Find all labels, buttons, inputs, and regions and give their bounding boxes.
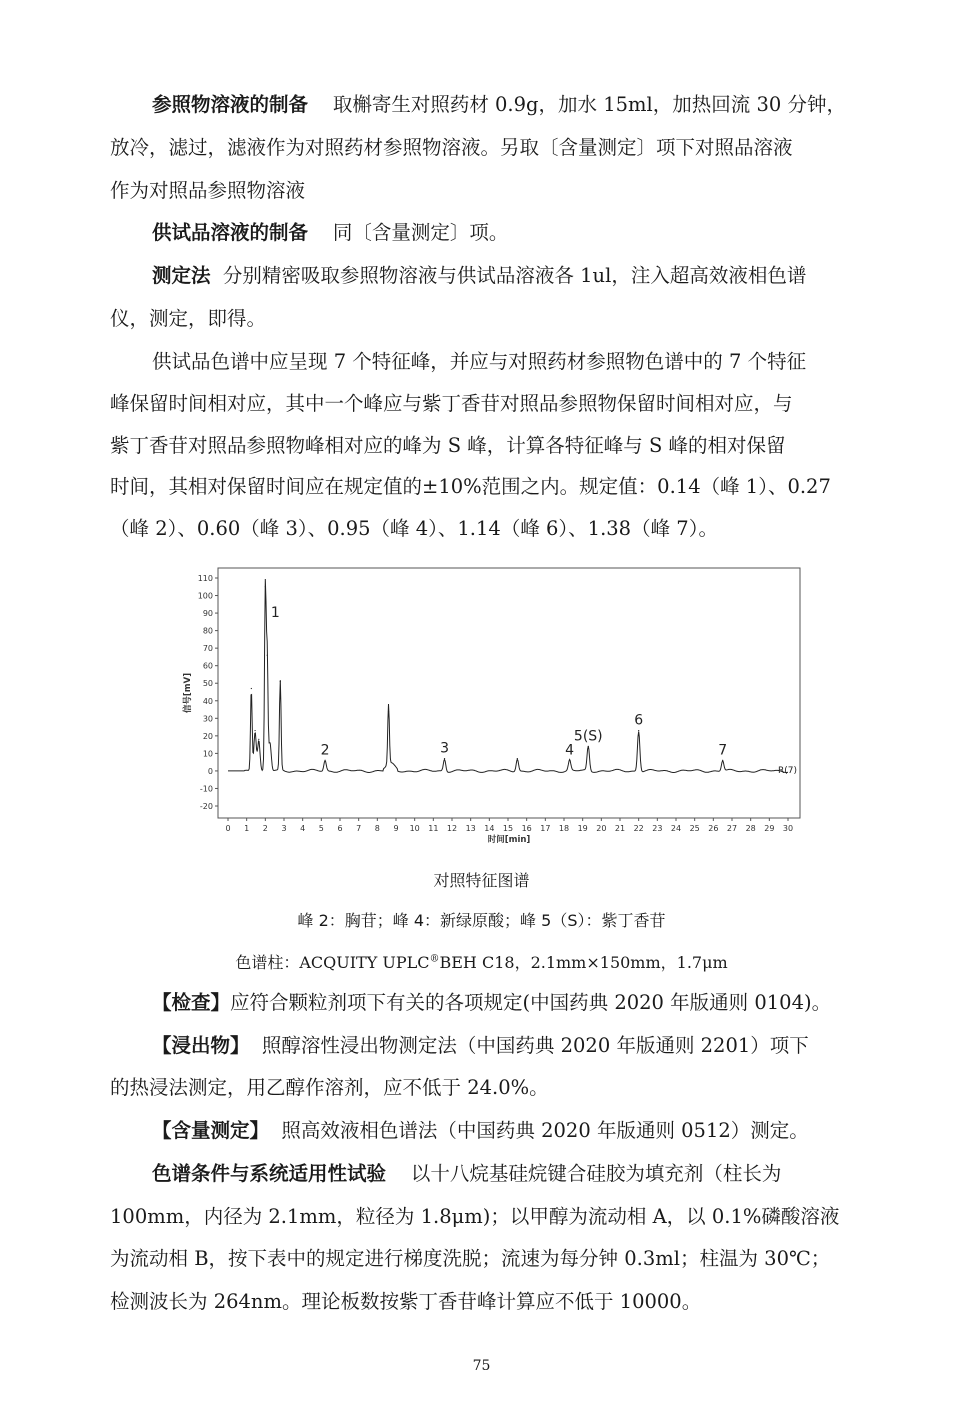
y-tick-label: 90 — [202, 609, 213, 619]
x-tick-label: 10 — [409, 824, 420, 833]
peak-point — [444, 758, 445, 759]
paragraph-line: 为流动相 B，按下表中的规定进行梯度洗脱；流速为每分钟 0.3ml；柱温为 30℃； — [110, 1247, 831, 1270]
paragraph-line: （峰 2）、0.60（峰 3）、0.95（峰 4）、1.14（峰 6）、1.38（峰 7）。 — [110, 517, 718, 540]
section-heading: 【浸出物】 — [152, 1034, 250, 1057]
paragraph-text: 照醇溶性浸出物测定法（中国药典 2020 年版通则 2201）项下 — [261, 1034, 809, 1057]
column-note — [0, 950, 963, 973]
peak-point — [258, 739, 259, 740]
peak-point — [569, 760, 570, 761]
peak-label: 2 — [320, 742, 330, 759]
peak-point — [638, 730, 639, 731]
x-tick-label: 7 — [356, 824, 362, 833]
peak-point — [588, 746, 589, 747]
x-tick-label: 18 — [558, 824, 570, 833]
x-tick-label: 8 — [374, 824, 380, 833]
plot-frame — [218, 568, 800, 818]
peak-label: 4 — [565, 742, 575, 759]
paragraph-line: 紫丁香苷对照品参照物峰相对应的峰为 S 峰，计算各特征峰与 S 峰的相对保留 — [110, 434, 786, 457]
x-tick-label: 24 — [670, 824, 682, 833]
section-heading: 【检查】 — [152, 991, 231, 1014]
peak-point — [251, 688, 252, 689]
peak-point — [254, 730, 255, 731]
y-axis-label: 信号[mV] — [183, 672, 193, 714]
paragraph-line: 供试品色谱中应呈现 7 个特征峰，并应与对照药材参照物色谱中的 7 个特征 — [152, 350, 807, 373]
y-tick-label: 60 — [202, 661, 213, 671]
x-tick-label: 2 — [262, 824, 268, 833]
x-tick-label: 27 — [726, 824, 738, 833]
section-heading: 参照物溶液的制备 — [152, 93, 309, 116]
section-heading: 【含量测定】 — [152, 1119, 270, 1142]
x-tick-label: 9 — [393, 824, 399, 833]
peak-label: 3 — [440, 740, 449, 757]
chromatogram-trace — [228, 579, 788, 773]
x-tick-label: 28 — [745, 824, 756, 833]
paragraph-line: 的热浸法测定，用乙醇作溶剂，应不低于 24.0%。 — [110, 1076, 549, 1099]
paragraph-line: 检测波长为 264nm。理论板数按紫丁香苷峰计算应不低于 10000。 — [110, 1290, 702, 1313]
registered-mark: ® — [429, 953, 440, 965]
paragraph-text: 以十八烷基硅烷键合硅胶为填充剂（柱长为 — [410, 1162, 782, 1185]
x-tick-label: 19 — [577, 824, 588, 833]
peak-label: 5(S) — [573, 728, 603, 745]
y-tick-label: 110 — [197, 574, 213, 583]
paragraph-line: 放冷，滤过，滤液作为对照药材参照物溶液。另取〔含量测定〕项下对照品溶液 — [110, 136, 793, 159]
y-tick-label: 10 — [202, 749, 213, 759]
chart-caption: 对照特征图谱 — [433, 871, 530, 890]
y-tick-label: -10 — [199, 784, 213, 794]
peak-label: 7 — [718, 742, 728, 759]
peak-label: 1 — [270, 604, 280, 621]
peaks-note: 峰 2：胸苷；峰 4：新绿原酸；峰 5（S）：紫丁香苷 — [297, 911, 666, 930]
paragraph-line: 仪，测定，即得。 — [110, 307, 267, 330]
section-heading: 色谱条件与系统适用性试验 — [152, 1162, 387, 1185]
x-tick-label: 25 — [689, 824, 700, 833]
paragraph-line — [152, 1153, 912, 1194]
peak-point — [265, 586, 266, 587]
x-tick-label: 4 — [300, 824, 306, 833]
x-tick-label: 22 — [633, 824, 644, 833]
paragraph-text: 应符合颗粒剂项下有关的各项规定(中国药典 2020 年版通则 0104)。 — [230, 991, 832, 1014]
paragraph-line — [152, 1025, 912, 1066]
chromatogram-chart — [180, 560, 820, 850]
paragraph-text: 照高效液相色谱法（中国药典 2020 年版通则 0512）测定。 — [281, 1119, 809, 1142]
section-heading: 供试品溶液的制备 — [152, 221, 309, 244]
peak-label: 6 — [634, 712, 644, 729]
paragraph-line: 峰保留时间相对应，其中一个峰应与紫丁香苷对照品参照物保留时间相对应，与 — [110, 392, 793, 415]
y-tick-label: 100 — [197, 591, 213, 601]
section-heading: 测定法 — [152, 264, 211, 287]
x-tick-label: 15 — [502, 824, 514, 833]
x-tick-label: 13 — [465, 824, 476, 833]
x-tick-label: 12 — [446, 824, 458, 833]
column-name: 色谱柱：ACQUITY UPLC — [235, 953, 430, 972]
column-spec: BEH C18，2.1mm×150mm，1.7μm — [439, 953, 728, 972]
x-axis-label: 时间[min] — [487, 835, 531, 845]
x-tick-label: 20 — [596, 824, 607, 833]
paragraph-line — [152, 212, 912, 253]
trace-label: R(7) — [778, 765, 798, 776]
peak-point — [280, 681, 281, 682]
y-tick-label: 0 — [207, 766, 213, 776]
paragraph-line — [152, 255, 912, 296]
x-tick-label: 5 — [318, 824, 324, 833]
peak-point — [722, 760, 723, 761]
paragraph-text: 同〔含量测定〕项。 — [332, 221, 509, 244]
y-tick-label: 80 — [202, 626, 213, 636]
x-tick-label: 30 — [782, 824, 794, 833]
x-tick-label: 26 — [708, 824, 719, 833]
paragraph-text: 分别精密吸取参照物溶液与供试品溶液各 1ul，注入超高效液相色谱 — [222, 264, 807, 287]
paragraph-line — [152, 982, 912, 1023]
y-tick-label: 70 — [202, 644, 213, 654]
x-tick-label: 3 — [281, 824, 287, 833]
x-tick-label: 23 — [652, 824, 663, 833]
x-tick-label: 6 — [337, 824, 343, 833]
paragraph-line: 作为对照品参照物溶液 — [110, 179, 306, 202]
paragraph-line: 时间，其相对保留时间应在规定值的±10%范围之内。规定值：0.14（峰 1）、0.27 — [110, 475, 831, 498]
x-tick-label: 29 — [764, 824, 775, 833]
x-tick-label: 21 — [614, 824, 626, 833]
y-tick-label: 30 — [202, 714, 213, 724]
page-number: 75 — [472, 1358, 491, 1374]
paragraph-line: 100mm，内径为 2.1mm，粒径为 1.8μm)；以甲醇为流动相 A，以 0.1%磷酸溶液 — [110, 1205, 840, 1228]
peak-point — [269, 742, 270, 743]
peak-point — [267, 655, 268, 656]
x-tick-label: 1 — [244, 824, 250, 833]
paragraph-text: 取槲寄生对照药材 0.9g，加水 15ml，加热回流 30 分钟， — [332, 93, 846, 116]
x-tick-label: 17 — [540, 824, 551, 833]
y-tick-label: 20 — [202, 731, 213, 741]
paragraph-line — [152, 1110, 912, 1151]
paragraph-line — [152, 84, 912, 125]
x-tick-label: 0 — [225, 824, 231, 833]
y-tick-label: 40 — [202, 696, 213, 706]
y-tick-label: -20 — [199, 802, 213, 811]
peak-point — [517, 758, 518, 759]
x-tick-label: 11 — [428, 824, 439, 833]
x-tick-label: 14 — [484, 824, 495, 833]
y-tick-label: 50 — [202, 679, 213, 689]
x-tick-label: 16 — [521, 824, 532, 833]
peak-point — [324, 760, 325, 761]
peak-point — [388, 711, 389, 712]
